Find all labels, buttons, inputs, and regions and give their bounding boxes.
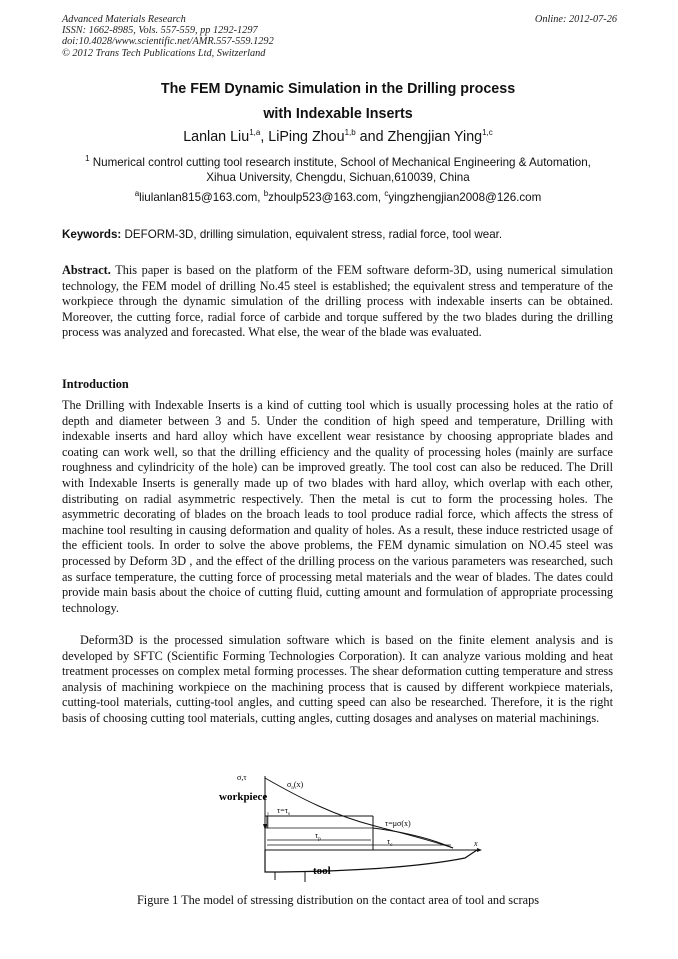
affiliation-line1: Numerical control cutting tool research institute, School of Mechanical Engineering & Automation,: [89, 156, 591, 169]
label-tau-c: $\tau_c$: [387, 837, 393, 848]
introduction-paragraph-2: Deform3D is the processed simulation software which is based on the finite element analysis and is developed by SFTC (Scientific Forming Technologies Corporation). It can analyze various molding and heat treatment processes on complex metal forming processes. The shear deformation cutting temperature and stress analysis of machining workpiece on the machining process that is caused by different workpiece materials, cutting-tool materials, cutting-tool angles, and cutting speed can also be researched. Therefore, it is the right basis of choosing cutting tool materials, cutting angles, cutting dosages and analyses on material machinings.: [62, 633, 613, 725]
email-c: yingzhengjian2008@126.com: [388, 191, 542, 204]
label-tau-p: $\tau_p$: [315, 831, 321, 842]
email-b: zhoulp523@163.com,: [268, 191, 385, 204]
label-tool: tool: [313, 865, 331, 877]
figure-caption: Figure 1 The model of stressing distribution on the contact area of tool and scraps: [136, 893, 540, 907]
abstract: [62, 263, 613, 341]
email-b-marker: b: [263, 189, 269, 199]
label-tau-mu-sigma: τ=μσ(x): [385, 819, 411, 828]
section-heading-introduction: Introduction: [62, 377, 129, 391]
email-a: liulanlan815@163.com,: [139, 191, 264, 204]
author-separator: and: [355, 129, 388, 145]
paper-title-line2: with Indexable Inserts: [263, 106, 413, 122]
email-a-marker: a: [134, 189, 140, 199]
keywords-text: DEFORM-3D, drilling simulation, equivalent stress, radial force, tool wear.: [121, 228, 503, 241]
abstract-label: Abstract.: [62, 263, 111, 277]
affiliation-marker: 1: [85, 154, 90, 164]
affiliation: [62, 156, 614, 186]
email-c-marker: c: [384, 189, 389, 199]
label-tau-eq-taus: $\tau=\tau_s$: [277, 806, 290, 817]
tool-outline: [265, 850, 477, 872]
label-x-axis: x: [474, 839, 478, 848]
feed-arrowhead: [263, 824, 267, 830]
journal-header: [62, 14, 617, 59]
journal-copyright: © 2012 Trans Tech Publications Ltd, Switzerland: [62, 47, 266, 59]
keywords: [62, 228, 617, 241]
author-1-affil: 1,a: [249, 128, 261, 138]
introduction-paragraph-1: The Drilling with Indexable Inserts is a kind of cutting tool which is usually processing holes at the ratio of depth and diameter between 3 and 5. Under the condition of high speed and temperature, Drilling with indexable inserts and hard alloy which have excellent wear resistance by choosing appropriate blades and coating can work well, so that the drilling efficiency and the quality of processing holes (mainly are surface roughness and cylindricity of the hole) can be improved greatly. The tool cost can also be reduced. The Drill with Indexable Inserts is generally made up of two blades with hard alloy, which overlap with each other, distributing on radial asymmetric respectively. Then the metal is cut to form the processing holes. The asymmetric decorating of blades on the broach leads to tool produce radial force, which affects the stress of machine tool resulting in causing deformation and quality of holes. As a result, these induce restricted usage of the efficient tools. In order to solve the above problems, the FEM dynamic simulation on NO.45 steel was processed by Deform 3D , and the effect of the drilling process on the various parameters was researched, such as surface temperature, the cutting force of processing metal materials and the wear of blades. The dates could provide main basis about the choice of cutting fluid, cutting amount and formulation of appropriate processing technology.: [62, 398, 613, 615]
author-list: [62, 129, 614, 145]
stress-distribution-figure: [215, 768, 485, 886]
tool-shank: [275, 872, 305, 882]
author-3-affil: 1,c: [482, 128, 493, 138]
online-date: Online: 2012-07-26: [534, 14, 617, 25]
label-sigma-tau: σ,τ: [237, 773, 247, 782]
abstract-text: This paper is based on the platform of the FEM software deform-3D, using numerical simulation technology, the FEM model of drilling No.45 steel is established; the equivalent stress and temperature of the workpiece through the dynamic simulation of the drilling process with indexable inserts can be obtained. Moreover, the cutting force, radial force of carbide and torque suffered by the two blades during the drilling process was analyzed and forecasted. What else, the wear of the blade was evaluated.: [62, 263, 613, 340]
x-axis-arrow: [477, 848, 482, 852]
journal-issn: ISSN: 1662-8985, Vols. 557-559, pp 1292-1297: [62, 25, 258, 37]
keywords-label: Keywords:: [62, 228, 122, 241]
author-3: Zhengjian Ying: [387, 129, 483, 145]
label-workpiece: workpiece: [219, 791, 268, 803]
author-1: Lanlan Liu: [183, 129, 250, 145]
paper-title-line1: The FEM Dynamic Simulation in the Drilling process: [160, 81, 516, 97]
author-emails: [62, 191, 614, 204]
journal-name: Advanced Materials Research: [62, 14, 186, 25]
author-separator: ,: [260, 129, 269, 145]
affiliation-line2: Xihua University, Chengdu, Sichuan,610039, China: [206, 170, 470, 184]
label-sigma-x: $\sigma_n(x)$: [287, 780, 304, 791]
journal-doi: doi:10.4028/www.scientific.net/AMR.557-559.1292: [62, 36, 274, 48]
author-2-affil: 1,b: [344, 128, 356, 138]
author-2: LiPing Zhou: [268, 129, 345, 145]
